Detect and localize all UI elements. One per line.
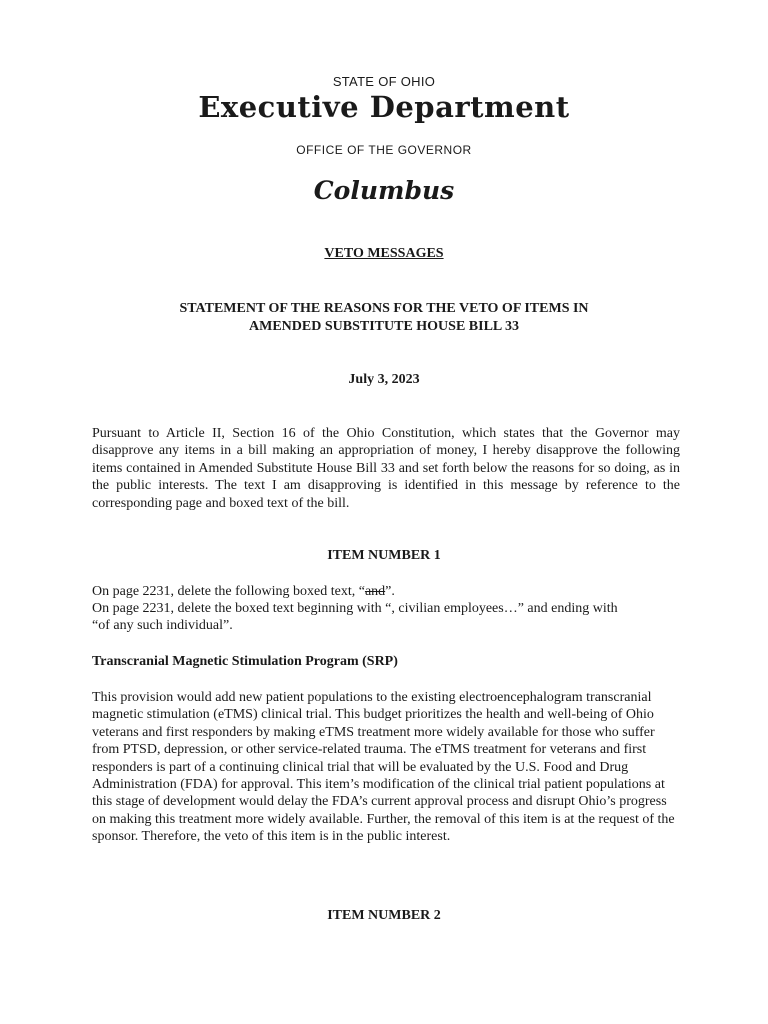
city-heading: Columbus — [313, 176, 455, 205]
item-1-line1-suffix: ”. — [385, 584, 395, 599]
state-heading: STATE OF OHIO — [332, 74, 436, 89]
statement-heading — [0, 300, 768, 336]
office-heading: OFFICE OF THE GOVERNOR — [296, 143, 472, 157]
item-1-body: This provision would add new patient populations to the existing electroencephalogram transcranial magnetic stimulation (eTMS) clinical trial. This budget prioritizes the health and well-being of Ohio veterans and first responders by making eTMS treatment more widely available for those who suffer from PTSD, depression, or other service-related trauma. The eTMS treatment for veterans and first responders is part of a continuing clinical trial that will be evaluated by the U.S. Food and Drug Administration (FDA) for approval. This item’s modification of the clinical trial patient populations at this stage of development would delay the FDA’s current approval process and disrupt Ohio’s progress on making this treatment more widely available. Further, the removal of this item is at the request of the sponsor. Therefore, the veto of this item is in the public interest. — [92, 690, 675, 845]
item-1-subheading: Transcranial Magnetic Stimulation Program (SRP) — [92, 654, 398, 669]
document-title: VETO MESSAGES — [324, 246, 444, 261]
item-1-instruction-1 — [92, 583, 692, 600]
document-date: July 3, 2023 — [348, 372, 420, 387]
item-1-heading: ITEM NUMBER 1 — [327, 548, 441, 563]
item-1-line1-prefix: On page 2231, delete the following boxed text, “ — [92, 584, 365, 599]
department-heading: Executive Department — [198, 90, 570, 124]
item-2-heading: ITEM NUMBER 2 — [327, 908, 441, 923]
intro-paragraph: Pursuant to Article II, Section 16 of the Ohio Constitution, which states that the Governor may disapprove any items in a bill making an appropriation of money, I hereby disapprove the following items contained in Amended Substitute House Bill 33 and set forth below the reasons for so doing, as in the public interests. The text I am disapproving is identified in this message by reference to the corresponding page and boxed text of the bill. — [92, 426, 680, 511]
item-1-instruction-3: “of any such individual”. — [92, 618, 233, 633]
item-1-struck-text: and — [364, 584, 386, 599]
statement-line-1: STATEMENT OF THE REASONS FOR THE VETO OF ITEMS IN — [179, 301, 589, 316]
item-1-instruction-2: On page 2231, delete the boxed text beginning with “, civilian employees…” and ending with — [92, 601, 618, 616]
statement-line-2: AMENDED SUBSTITUTE HOUSE BILL 33 — [249, 319, 519, 334]
